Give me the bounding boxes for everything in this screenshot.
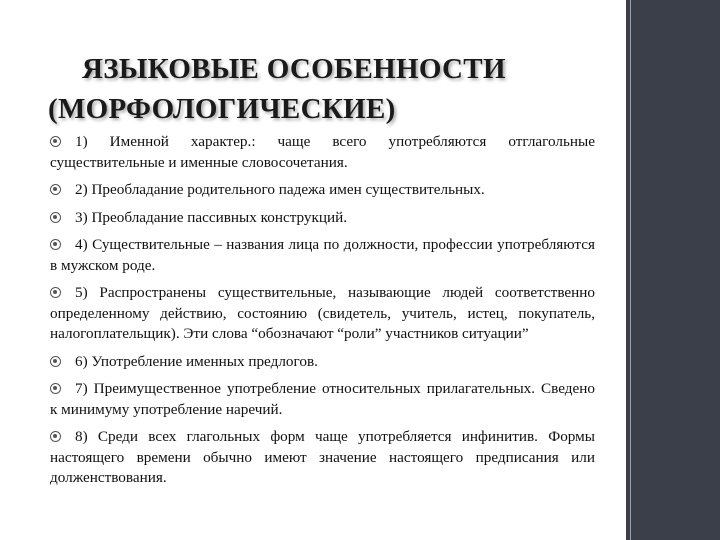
- list-item-text: 6) Употребление именных предлогов.: [75, 352, 318, 370]
- list-item: [50, 379, 595, 420]
- circle-dot-bullet-icon: [50, 356, 61, 367]
- list-item-text: 3) Преобладание пассивных конструкций.: [75, 208, 348, 226]
- circle-dot-bullet-icon: [50, 212, 61, 223]
- list-item-text: 2) Преобладание родительного падежа имен существительных.: [75, 181, 485, 198]
- list-item: [50, 132, 595, 173]
- circle-dot-bullet-icon: [50, 431, 61, 442]
- bullet-list: [50, 132, 595, 496]
- circle-dot-bullet-icon: [50, 136, 61, 147]
- list-item-text: 8) Среди всех глагольных форм чаще употребляется инфинитив. Формы настоящего времени обычно имеют значение настоящего предписания или долженствования.: [50, 428, 595, 486]
- list-item: [50, 352, 595, 373]
- list-item-text: 5) Распространены существительные, называющие людей соответственно определенному действию, состоянию (свидетель, учитель, истец, покупатель, налогоплательщик). Эти слова “обозначают “роли” участников ситуации”: [50, 284, 595, 342]
- list-item: [50, 235, 595, 276]
- slide-title: [48, 49, 618, 129]
- list-item-text: 7) Преимущественное употребление относительных прилагательных. Сведено к минимуму употребление наречий.: [50, 380, 595, 418]
- title-line-1: ЯЗЫКОВЫЕ ОСОБЕННОСТИ: [82, 53, 506, 86]
- sidebar-divider: [630, 0, 631, 540]
- list-item: [50, 208, 595, 229]
- circle-dot-bullet-icon: [50, 383, 61, 394]
- list-item: [50, 180, 595, 201]
- circle-dot-bullet-icon: [50, 287, 61, 298]
- list-item-text: 4) Существительные – названия лица по должности, профессии употребляются в мужском роде.: [50, 236, 595, 274]
- list-item: [50, 427, 595, 489]
- title-line-2: (МОРФОЛОГИЧЕСКИЕ): [48, 93, 396, 126]
- circle-dot-bullet-icon: [50, 184, 61, 195]
- list-item: [50, 283, 595, 345]
- sidebar-panel: [626, 0, 720, 540]
- list-item-text: 1) Именной характер.: чаще всего употребляются отглагольные существительные и именные словосочетания.: [50, 133, 595, 171]
- circle-dot-bullet-icon: [50, 239, 61, 250]
